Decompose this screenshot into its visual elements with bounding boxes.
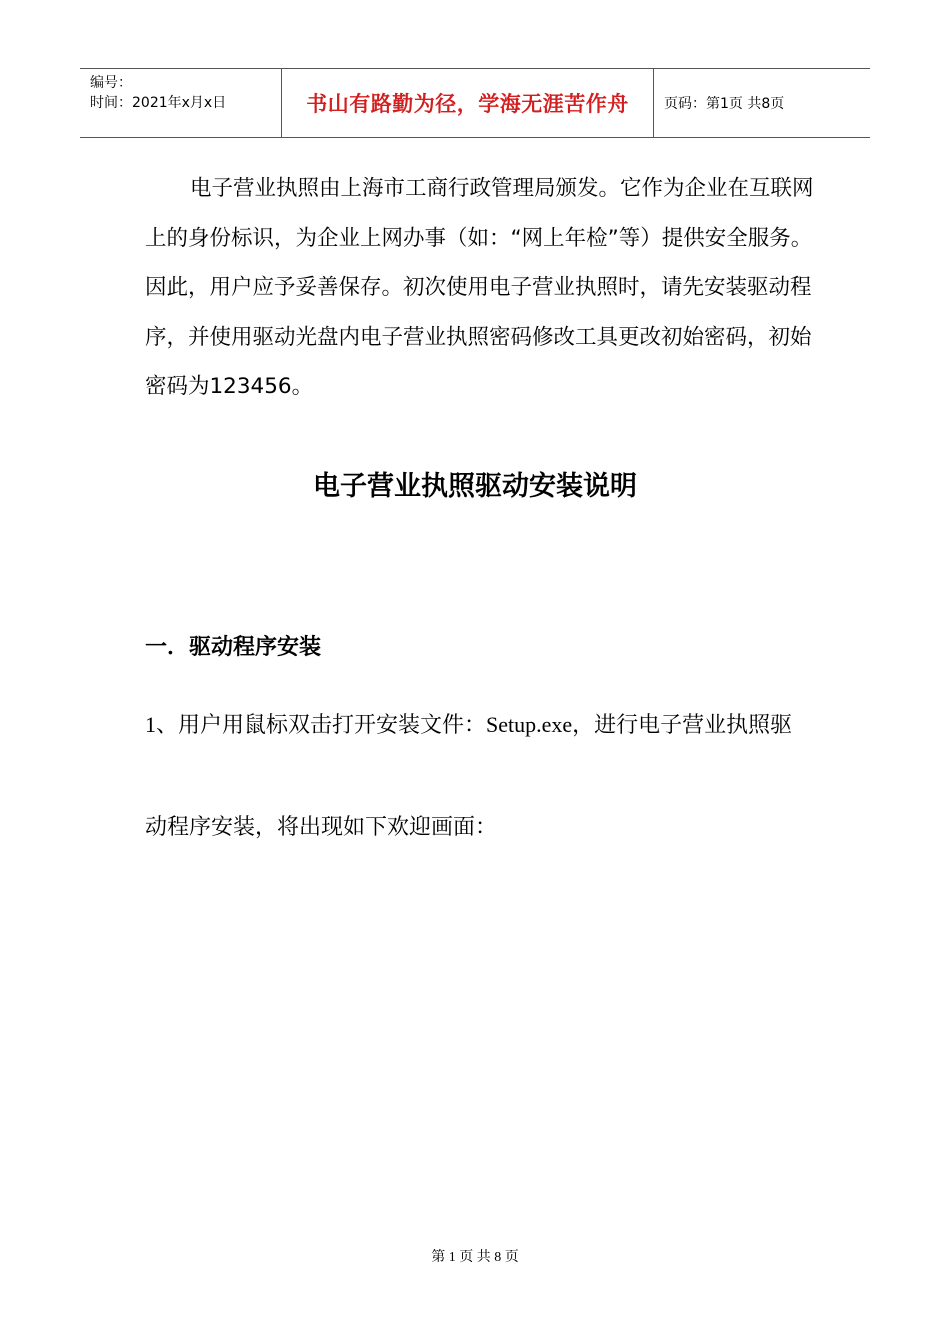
step1-line1: 1、用户用鼠标双击打开安装文件：Setup.exe，进行电子营业执照驱	[145, 712, 793, 737]
header-motto: 书山有路勤为径，学海无涯苦作舟	[282, 69, 654, 137]
document-title: 电子营业执照驱动安装说明	[313, 471, 637, 502]
header-page-info: 页码：第1页 共8页	[664, 96, 785, 112]
header-meta	[80, 69, 282, 137]
intro-paragraph: 电子营业执照由上海市工商行政管理局颁发。它作为企业在互联网上的身份标识，为企业上网办事（如：“网上年检”等）提供安全服务。因此，用户应予妥善保存。初次使用电子营业执照时，请先安装驱动程序，并使用驱动光盘内电子营业执照密码修改工具更改初始密码，初始密码为123456。	[145, 176, 814, 399]
page-header	[80, 68, 870, 138]
document-number-label: 编号：	[90, 75, 132, 91]
step1-line2: 动程序安装，将出现如下欢迎画面：	[145, 814, 498, 839]
intro-paragraph-block	[145, 164, 815, 412]
page-footer: 第 1 页 共 8 页	[431, 1250, 519, 1265]
section-heading: 一．驱动程序安装	[145, 635, 322, 660]
document-date-label: 时间：2021年x月x日	[90, 95, 227, 111]
